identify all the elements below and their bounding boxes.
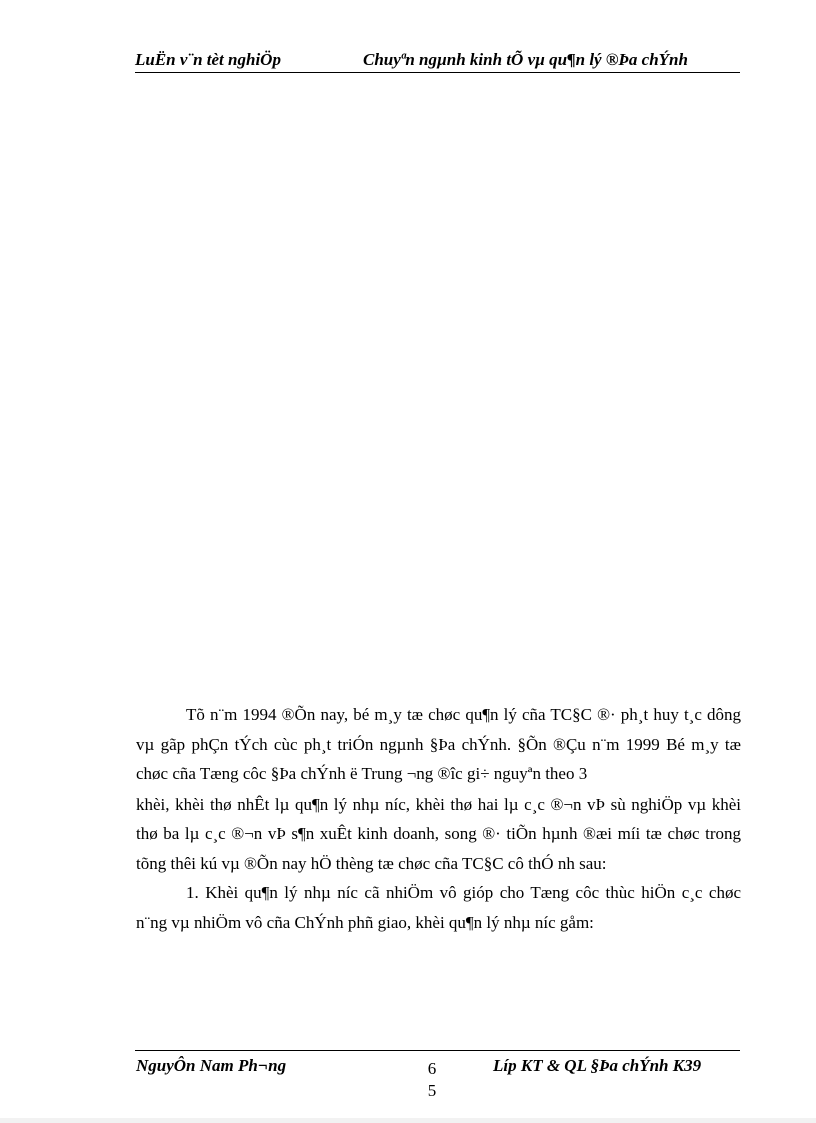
list-item-1: 1. Khèi qu¶n lý nhµ níc cã nhiÖm vô gióp cho Tæng côc thùc hiÖn c¸c chøc n¨ng vµ nhiÖm vô cña ChÝnh phñ giao, khèi qu¶n lý nhµ níc gåm:: [136, 883, 741, 932]
paragraph-continuation: khèi, khèi thø nhÊt lµ qu¶n lý nhµ níc, khèi thø hai lµ c¸c ®¬n vÞ sù nghiÖp vµ khèi thø ba lµ c¸c ®¬n vÞ s¶n xuÊt kinh doanh, song ®· tiÕn hµnh ®æi míi tæ chøc trong tõng thêi kú vµ ®Õn nay hÖ thèng tæ chøc cña TC§C cô thÓ nh sau:: [136, 794, 741, 873]
header-left-title: LuËn v¨n tèt nghiÖp: [135, 50, 281, 69]
page-header: [135, 46, 740, 73]
page-bottom-shade: [0, 1118, 816, 1123]
page-number: 6 5: [427, 1059, 437, 1100]
paragraph-intro: Tõ n¨m 1994 ®Õn nay, bé m¸y tæ chøc qu¶n lý cña TC§C ®· ph¸t huy t¸c dông vµ gãp phÇn tÝch cùc ph¸t triÓn ngµnh §Þa chÝnh. §Õn ®Çu n¨m 1999 Bé m¸y tæ chøc cña Tæng côc §Þa chÝnh ë Trung ¬ng ®îc gi÷ nguyªn theo 3: [136, 705, 741, 783]
footer-class: Líp KT & QL §Þa chÝnh K39: [493, 1056, 702, 1075]
header-right-title: Chuyªn ngµnh kinh tÕ vµ qu¶n lý ®Þa chÝnh: [363, 50, 688, 69]
footer-rule: [135, 1050, 740, 1051]
page-content: [136, 700, 741, 937]
footer-author: NguyÔn Nam Ph¬ng: [136, 1056, 287, 1075]
